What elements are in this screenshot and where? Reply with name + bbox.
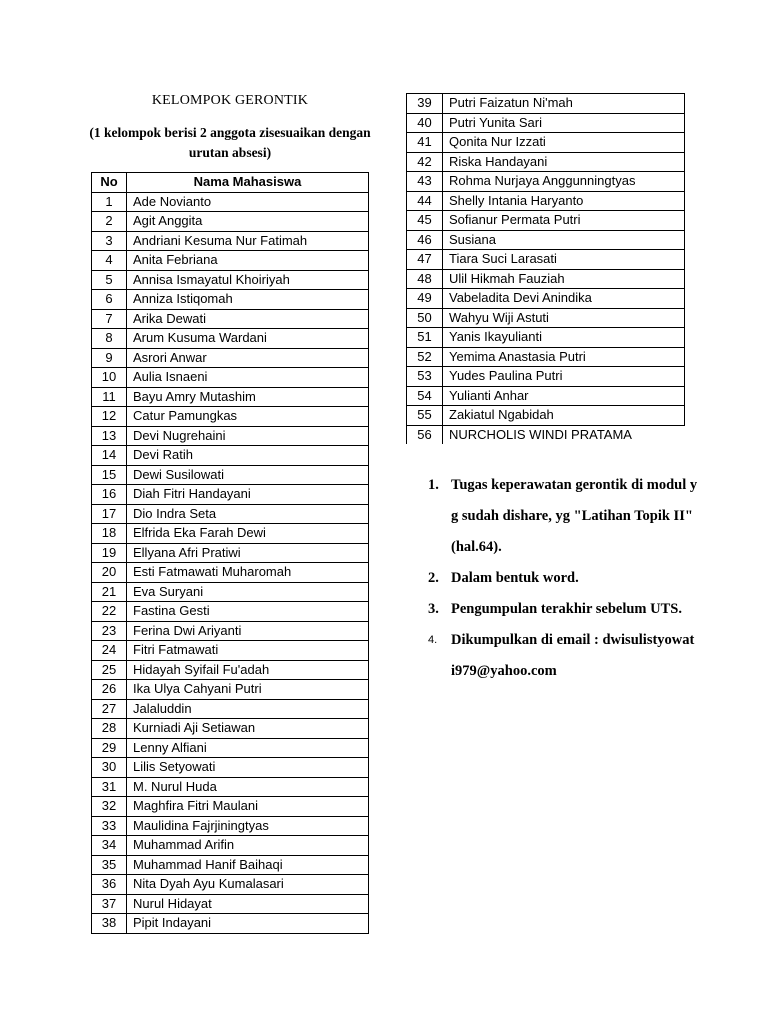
student-name: Shelly Intania Haryanto: [443, 191, 685, 211]
row-number: 40: [407, 113, 443, 133]
student-name: Eva Suryani: [127, 582, 369, 602]
row-number: 7: [92, 309, 127, 329]
table-row: [92, 621, 369, 641]
table-row: [92, 738, 369, 758]
task-number: 4.: [428, 634, 438, 646]
table-row: [92, 855, 369, 875]
student-name: Elfrida Eka Farah Dewi: [127, 524, 369, 544]
student-name: Hidayah Syifail Fu'adah: [127, 660, 369, 680]
student-name: Muhammad Arifin: [127, 836, 369, 856]
table-row: [92, 777, 369, 797]
table-row: [407, 133, 685, 153]
row-number: 38: [92, 914, 127, 934]
student-name: Ferina Dwi Ariyanti: [127, 621, 369, 641]
table-row: [407, 113, 685, 133]
row-number: 26: [92, 680, 127, 700]
table-row: [92, 875, 369, 895]
task-item: [428, 625, 698, 687]
student-name: Ika Ulya Cahyani Putri: [127, 680, 369, 700]
row-number: 18: [92, 524, 127, 544]
row-number: 4: [92, 251, 127, 271]
task-text: Pengumpulan terakhir sebelum UTS.: [451, 601, 682, 617]
table-row: [92, 270, 369, 290]
row-number: 2: [92, 212, 127, 232]
table-header-row: [92, 173, 369, 193]
table-row: [92, 894, 369, 914]
row-number: 29: [92, 738, 127, 758]
table-row: [407, 425, 685, 444]
row-number: 50: [407, 308, 443, 328]
table-row: [92, 699, 369, 719]
task-text: Dalam bentuk word.: [451, 570, 579, 586]
row-number: 16: [92, 485, 127, 505]
row-number: 56: [407, 425, 443, 444]
table-row: [92, 719, 369, 739]
row-number: 21: [92, 582, 127, 602]
table-row: [407, 367, 685, 387]
table-row: [92, 836, 369, 856]
student-table-left: [91, 172, 369, 934]
student-name: Esti Fatmawati Muharomah: [127, 563, 369, 583]
student-name: M. Nurul Huda: [127, 777, 369, 797]
row-number: 43: [407, 172, 443, 192]
student-name: Fitri Fatmawati: [127, 641, 369, 661]
table-row: [92, 602, 369, 622]
row-number: 54: [407, 386, 443, 406]
table-row: [92, 446, 369, 466]
task-item: [428, 470, 698, 563]
row-number: 55: [407, 406, 443, 426]
row-number: 49: [407, 289, 443, 309]
row-number: 37: [92, 894, 127, 914]
row-number: 39: [407, 94, 443, 114]
student-name: Arika Dewati: [127, 309, 369, 329]
row-number: 6: [92, 290, 127, 310]
table-row: [92, 914, 369, 934]
table-row: [92, 407, 369, 427]
table-row: [92, 426, 369, 446]
student-name: Andriani Kesuma Nur Fatimah: [127, 231, 369, 251]
student-name: Putri Faizatun Ni'mah: [443, 94, 685, 114]
table-row: [92, 251, 369, 271]
row-number: 3: [92, 231, 127, 251]
student-name: Qonita Nur Izzati: [443, 133, 685, 153]
table-row: [92, 543, 369, 563]
row-number: 36: [92, 875, 127, 895]
table-row: [92, 465, 369, 485]
row-number: 35: [92, 855, 127, 875]
task-item: [428, 563, 698, 594]
student-name: Lenny Alfiani: [127, 738, 369, 758]
task-number: 3.: [428, 601, 439, 617]
student-name: Rohma Nurjaya Anggunningtyas: [443, 172, 685, 192]
table-row: [92, 290, 369, 310]
student-name: Yulianti Anhar: [443, 386, 685, 406]
task-text: Dikumpulkan di email : dwisulistyowati979@yahoo.com: [451, 632, 695, 679]
table-row: [92, 797, 369, 817]
row-number: 30: [92, 758, 127, 778]
table-row: [92, 309, 369, 329]
row-number: 31: [92, 777, 127, 797]
row-number: 51: [407, 328, 443, 348]
row-number: 12: [92, 407, 127, 427]
student-name: NURCHOLIS WINDI PRATAMA: [443, 425, 685, 444]
row-number: 47: [407, 250, 443, 270]
table-row: [407, 152, 685, 172]
row-number: 22: [92, 602, 127, 622]
student-name: Agit Anggita: [127, 212, 369, 232]
table-row: [407, 386, 685, 406]
table-row: [407, 94, 685, 114]
row-number: 8: [92, 329, 127, 349]
row-number: 25: [92, 660, 127, 680]
document-title: KELOMPOK GERONTIK: [151, 93, 309, 108]
student-name: Muhammad Hanif Baihaqi: [127, 855, 369, 875]
student-name: Jalaluddin: [127, 699, 369, 719]
student-name: Asrori Anwar: [127, 348, 369, 368]
student-name: Fastina Gesti: [127, 602, 369, 622]
row-number: 24: [92, 641, 127, 661]
header-name: Nama Mahasiswa: [127, 173, 369, 193]
student-name: Susiana: [443, 230, 685, 250]
row-number: 41: [407, 133, 443, 153]
row-number: 19: [92, 543, 127, 563]
row-number: 42: [407, 152, 443, 172]
row-number: 46: [407, 230, 443, 250]
table-row: [407, 347, 685, 367]
student-name: Anniza Istiqomah: [127, 290, 369, 310]
row-number: 53: [407, 367, 443, 387]
row-number: 20: [92, 563, 127, 583]
student-name: Arum Kusuma Wardani: [127, 329, 369, 349]
table-row: [92, 212, 369, 232]
table-row: [407, 308, 685, 328]
table-row: [92, 563, 369, 583]
row-number: 5: [92, 270, 127, 290]
student-name: Vabeladita Devi Anindika: [443, 289, 685, 309]
student-name: Dio Indra Seta: [127, 504, 369, 524]
student-name: Kurniadi Aji Setiawan: [127, 719, 369, 739]
student-name: Wahyu Wiji Astuti: [443, 308, 685, 328]
document-subtitle: (1 kelompok berisi 2 anggota zisesuaikan dengan urutan absesi): [89, 125, 371, 160]
table-row: [92, 192, 369, 212]
header-no: No: [92, 173, 127, 193]
student-name: Catur Pamungkas: [127, 407, 369, 427]
table-row: [92, 758, 369, 778]
row-number: 33: [92, 816, 127, 836]
table-row: [92, 680, 369, 700]
student-table-right: [406, 93, 685, 444]
student-name: Nurul Hidayat: [127, 894, 369, 914]
task-number: 1.: [428, 477, 439, 493]
table-row: [92, 524, 369, 544]
row-number: 32: [92, 797, 127, 817]
task-text: Tugas keperawatan gerontik di modul yg sudah dishare, yg "Latihan Topik II" (hal.64).: [451, 477, 698, 555]
student-name: Ade Novianto: [127, 192, 369, 212]
student-name: Pipit Indayani: [127, 914, 369, 934]
student-name: Putri Yunita Sari: [443, 113, 685, 133]
student-name: Maghfira Fitri Maulani: [127, 797, 369, 817]
table-row: [92, 348, 369, 368]
table-row: [92, 231, 369, 251]
table-row: [407, 406, 685, 426]
row-number: 10: [92, 368, 127, 388]
table-row: [407, 269, 685, 289]
row-number: 9: [92, 348, 127, 368]
table-row: [407, 250, 685, 270]
table-row: [407, 172, 685, 192]
table-row: [92, 660, 369, 680]
student-name: Devi Nugrehaini: [127, 426, 369, 446]
table-row: [407, 191, 685, 211]
student-name: Ellyana Afri Pratiwi: [127, 543, 369, 563]
row-number: 14: [92, 446, 127, 466]
row-number: 27: [92, 699, 127, 719]
row-number: 34: [92, 836, 127, 856]
row-number: 11: [92, 387, 127, 407]
table-row: [92, 816, 369, 836]
row-number: 52: [407, 347, 443, 367]
row-number: 23: [92, 621, 127, 641]
row-number: 44: [407, 191, 443, 211]
student-name: Nita Dyah Ayu Kumalasari: [127, 875, 369, 895]
student-name: Maulidina Fajrjiningtyas: [127, 816, 369, 836]
task-item: [428, 594, 698, 625]
table-row: [92, 329, 369, 349]
student-name: Yemima Anastasia Putri: [443, 347, 685, 367]
table-row: [92, 368, 369, 388]
student-name: Dewi Susilowati: [127, 465, 369, 485]
table-row: [92, 582, 369, 602]
table-row: [92, 485, 369, 505]
row-number: 13: [92, 426, 127, 446]
student-name: Ulil Hikmah Fauziah: [443, 269, 685, 289]
table-row: [407, 230, 685, 250]
table-row: [92, 387, 369, 407]
row-number: 28: [92, 719, 127, 739]
task-list: [428, 470, 698, 687]
row-number: 45: [407, 211, 443, 231]
table-row: [407, 211, 685, 231]
table-row: [407, 328, 685, 348]
student-name: Sofianur Permata Putri: [443, 211, 685, 231]
student-name: Bayu Amry Mutashim: [127, 387, 369, 407]
student-name: Tiara Suci Larasati: [443, 250, 685, 270]
student-name: Yanis Ikayulianti: [443, 328, 685, 348]
table-row: [92, 641, 369, 661]
student-name: Zakiatul Ngabidah: [443, 406, 685, 426]
row-number: 1: [92, 192, 127, 212]
student-name: Anita Febriana: [127, 251, 369, 271]
row-number: 48: [407, 269, 443, 289]
row-number: 17: [92, 504, 127, 524]
student-name: Yudes Paulina Putri: [443, 367, 685, 387]
task-number: 2.: [428, 570, 439, 586]
student-name: Lilis Setyowati: [127, 758, 369, 778]
student-name: Riska Handayani: [443, 152, 685, 172]
table-row: [92, 504, 369, 524]
row-number: 15: [92, 465, 127, 485]
table-row: [407, 289, 685, 309]
student-name: Diah Fitri Handayani: [127, 485, 369, 505]
student-name: Annisa Ismayatul Khoiriyah: [127, 270, 369, 290]
student-name: Devi Ratih: [127, 446, 369, 466]
student-name: Aulia Isnaeni: [127, 368, 369, 388]
